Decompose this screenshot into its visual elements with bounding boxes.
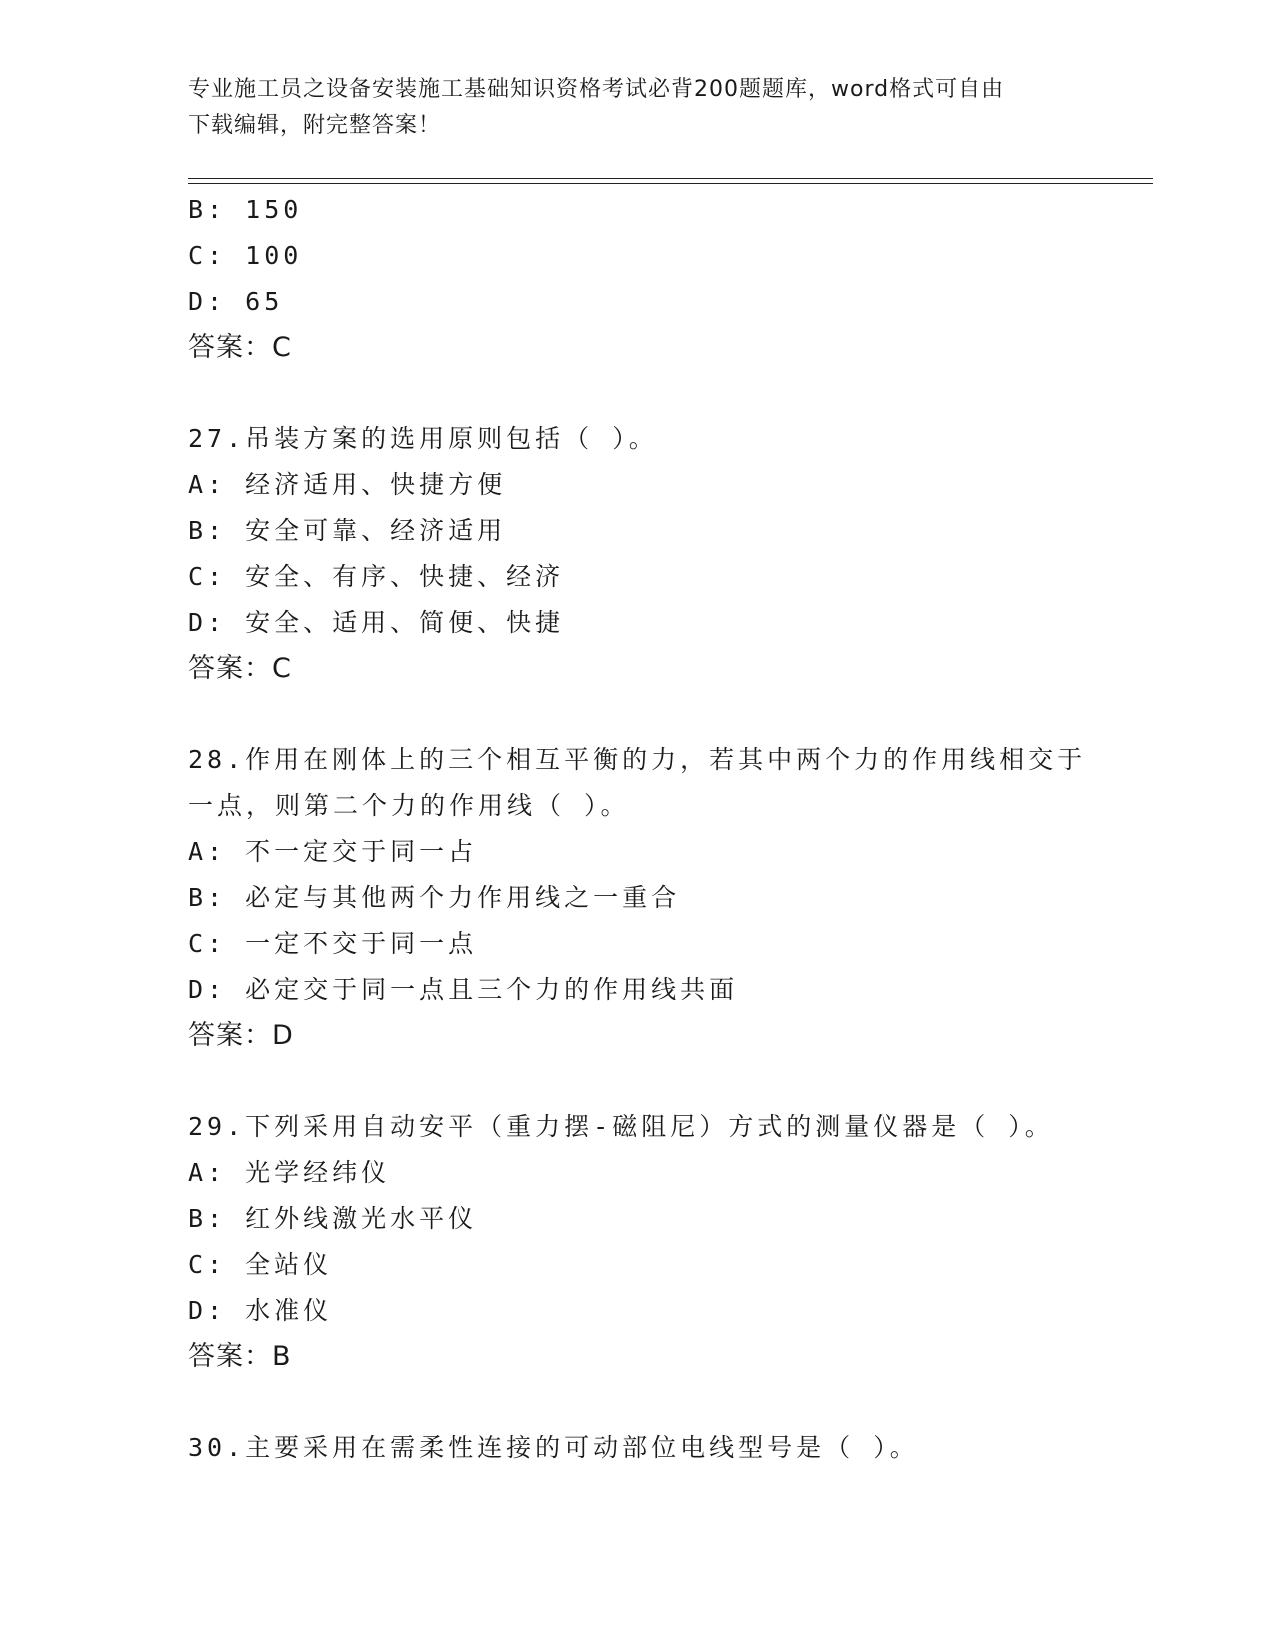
question-text: 27.吊装方案的选用原则包括（ ）。 [188, 424, 658, 453]
answer: 答案：D [188, 1020, 294, 1051]
option-a: A: 经济适用、快捷方便 [188, 470, 507, 499]
option-a: A: 光学经纬仪 [188, 1158, 391, 1187]
header-line-2: 下载编辑，附完整答案！ [188, 113, 442, 138]
option-d: D: 必定交于同一点且三个力的作用线共面 [188, 975, 739, 1004]
option-c: C: 全站仪 [188, 1250, 333, 1279]
question-27 [188, 416, 1088, 692]
spacer [188, 1380, 1088, 1425]
option-b: B: 150 [188, 195, 303, 224]
question-list [188, 187, 1088, 1471]
option-a: A: 不一定交于同一占 [188, 837, 478, 866]
option-c: C: 100 [188, 241, 303, 270]
question-text: 29.下列采用自动安平（重力摆-磁阻尼）方式的测量仪器是（ ）。 [188, 1112, 1054, 1141]
document-header [188, 72, 1088, 144]
header-divider-bottom [188, 183, 1153, 184]
option-b: B: 必定与其他两个力作用线之一重合 [188, 883, 681, 912]
question-text-line-1: 28.作用在刚体上的三个相互平衡的力，若其中两个力的作用线相交于 [188, 745, 1087, 774]
question-28 [188, 737, 1088, 1059]
spacer [188, 1059, 1088, 1104]
question-text: 30.主要采用在需柔性连接的可动部位电线型号是（ ）。 [188, 1433, 919, 1462]
spacer [188, 692, 1088, 737]
header-divider-top [188, 178, 1153, 179]
question-30 [188, 1425, 1088, 1471]
option-d: D: 安全、适用、简便、快捷 [188, 608, 565, 637]
question-text-line-2: 一点，则第二个力的作用线（ ）。 [188, 791, 630, 820]
answer: 答案：C [188, 653, 292, 684]
spacer [188, 371, 1088, 416]
option-d: D: 水准仪 [188, 1296, 333, 1325]
option-c: C: 安全、有序、快捷、经济 [188, 562, 565, 591]
option-c: C: 一定不交于同一点 [188, 929, 478, 958]
option-b: B: 红外线激光水平仪 [188, 1204, 478, 1233]
answer: 答案：B [188, 1341, 292, 1372]
question-26 [188, 187, 1088, 371]
option-d: D: 65 [188, 287, 284, 316]
option-b: B: 安全可靠、经济适用 [188, 516, 507, 545]
question-29 [188, 1104, 1088, 1380]
header-line-1: 专业施工员之设备安装施工基础知识资格考试必背200题题库，word格式可自由 [188, 77, 1005, 102]
answer: 答案：C [188, 332, 292, 363]
